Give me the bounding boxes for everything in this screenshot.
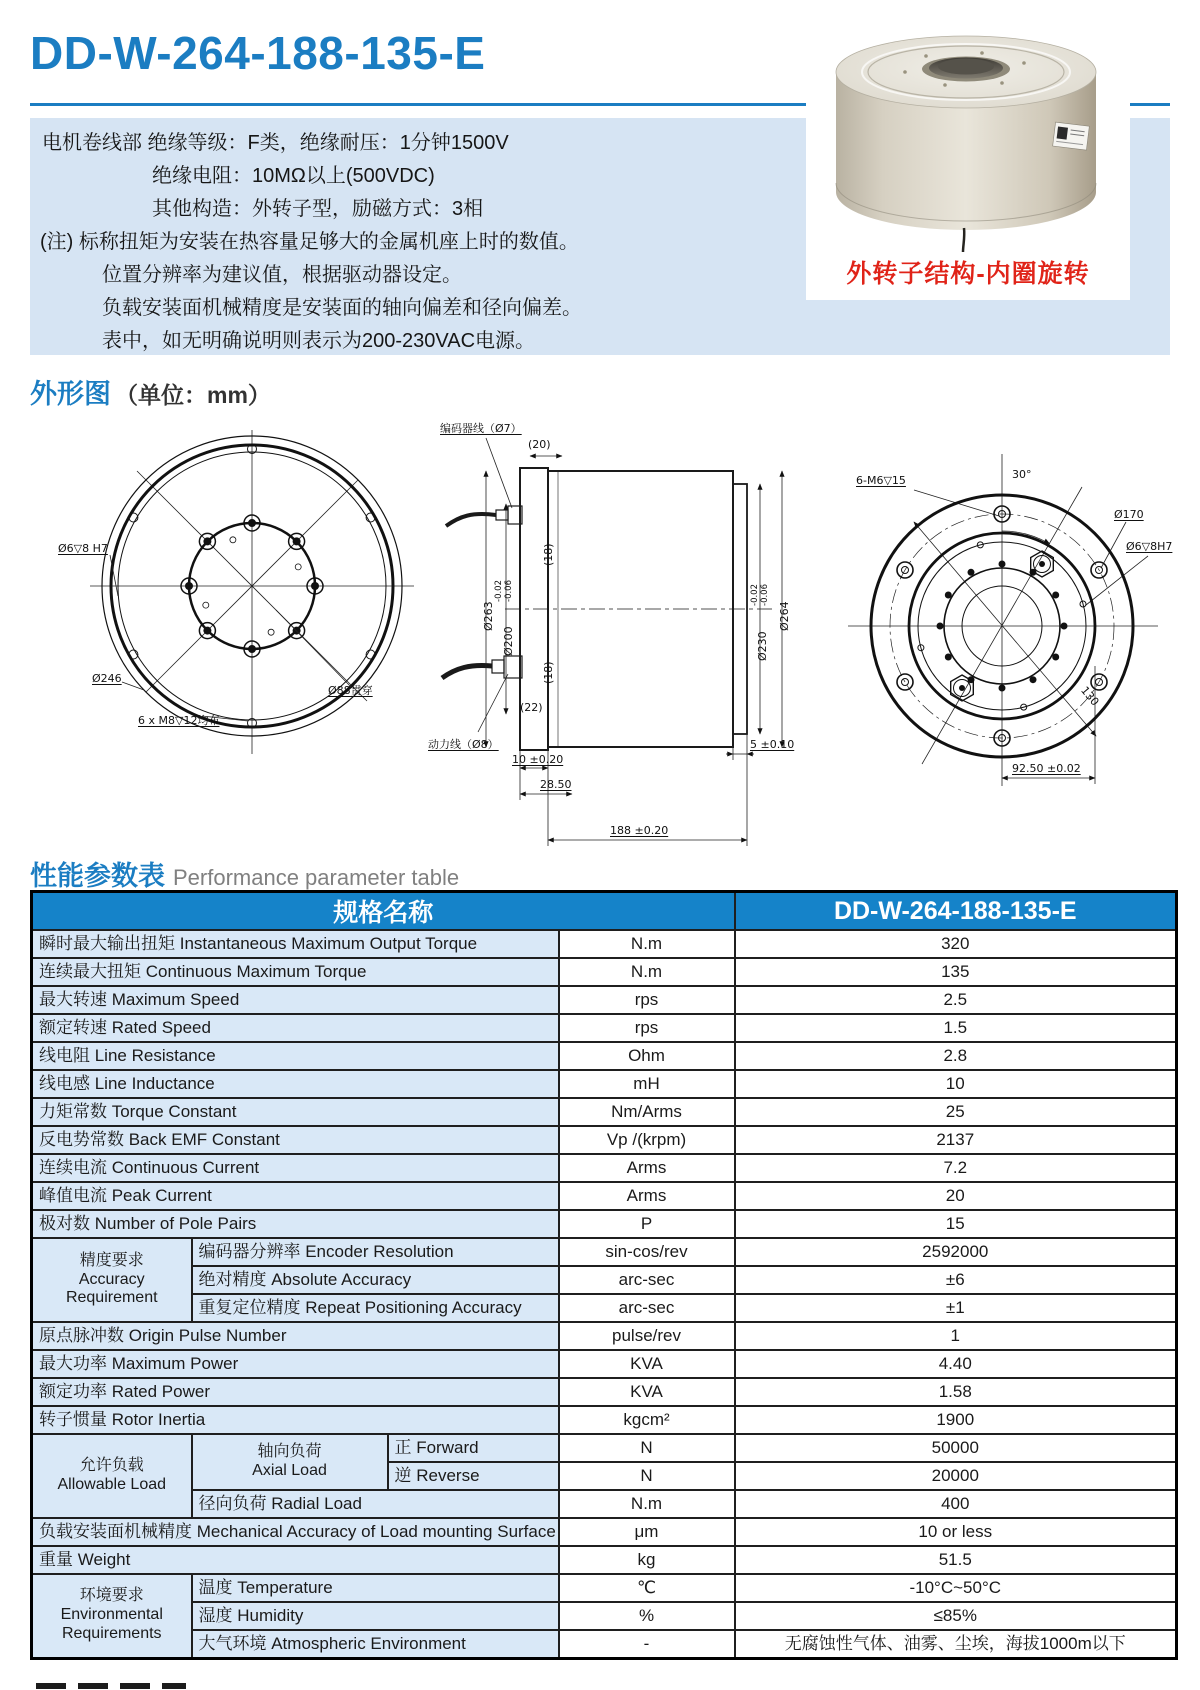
spec-unit: % [559, 1602, 735, 1630]
table-row [32, 1546, 1177, 1574]
dimension-label: 30° [1012, 468, 1032, 481]
spec-unit: kg [559, 1546, 735, 1574]
spec-unit: N [559, 1462, 735, 1490]
spec-value: 400 [735, 1490, 1177, 1518]
dimension-label: -0.02 [494, 580, 504, 602]
page-title: DD-W-264-188-135-E [30, 27, 486, 79]
dimension-label: 6-M6▽15 [856, 474, 906, 487]
spec-unit: rps [559, 1014, 735, 1042]
spec-label: 逆 Reverse [388, 1462, 559, 1490]
spec-label: 连续最大扭矩 Continuous Maximum Torque [32, 958, 559, 986]
table-row [32, 1294, 1177, 1322]
table-row [32, 1322, 1177, 1350]
spec-value: ≤85% [735, 1602, 1177, 1630]
info-line: 位置分辨率为建议值，根据驱动器设定。 [102, 264, 462, 286]
spec-value: ±6 [735, 1266, 1177, 1294]
dimension-label: Ø6▽8H7 [1126, 540, 1173, 553]
spec-value: 7.2 [735, 1154, 1177, 1182]
dimension-label: Ø200 [502, 626, 515, 656]
spec-unit: - [559, 1630, 735, 1658]
info-line: (注) 标称扭矩为安装在热容量足够大的金属机座上时的数值。 [40, 231, 579, 253]
spec-label: 反电势常数 Back EMF Constant [32, 1126, 559, 1154]
spec-value: 10 or less [735, 1518, 1177, 1546]
dimension-label: 5 ±0.10 [750, 738, 795, 751]
spec-unit: N.m [559, 930, 735, 958]
spec-value: 1900 [735, 1406, 1177, 1434]
spec-label: 额定功率 Rated Power [32, 1378, 559, 1406]
dimension-label: (18) [542, 543, 555, 566]
table-row [32, 1042, 1177, 1070]
table-row [32, 1490, 1177, 1518]
spec-label: 峰值电流 Peak Current [32, 1182, 559, 1210]
spec-unit: Ohm [559, 1042, 735, 1070]
dimension-label: 编码器线（Ø7） [440, 422, 522, 435]
info-line: 其他构造：外转子型，励磁方式：3相 [152, 198, 484, 220]
table-row [32, 958, 1177, 986]
header-spec-name: 规格名称 [32, 892, 735, 931]
motor-image [806, 0, 1130, 252]
spec-label: 线电感 Line Inductance [32, 1070, 559, 1098]
spec-unit: mH [559, 1070, 735, 1098]
spec-value: 2.8 [735, 1042, 1177, 1070]
spec-label: 大气环境 Atmospheric Environment [192, 1630, 559, 1658]
spec-unit: sin-cos/rev [559, 1238, 735, 1266]
spec-unit: arc-sec [559, 1294, 735, 1322]
performance-section-header [30, 854, 459, 893]
dimension-label: (22) [520, 701, 543, 714]
spec-label: 原点脉冲数 Origin Pulse Number [32, 1322, 559, 1350]
spec-label: 重复定位精度 Repeat Positioning Accuracy [192, 1294, 559, 1322]
table-header-row [32, 892, 1177, 931]
table-row [32, 1602, 1177, 1630]
spec-label: 线电阻 Line Resistance [32, 1042, 559, 1070]
spec-label: 额定转速 Rated Speed [32, 1014, 559, 1042]
dimension-label: Ø6▽8 H7 [58, 542, 108, 555]
table-row [32, 1238, 1177, 1266]
spec-unit: kgcm² [559, 1406, 735, 1434]
info-line: 绝缘电阻：10MΩ以上(500VDC) [152, 165, 435, 187]
dimension-label: Ø88贯穿 [328, 684, 373, 697]
dimension-label: 10 ±0.20 [512, 753, 564, 766]
dimension-label: 92.50 ±0.02 [1012, 762, 1081, 775]
spec-value: 20000 [735, 1462, 1177, 1490]
spec-value: 1 [735, 1322, 1177, 1350]
spec-value: 135 [735, 958, 1177, 986]
dimension-label: 6 x M8▽12均布 [138, 714, 220, 727]
table-row [32, 1630, 1177, 1658]
table-row [32, 1126, 1177, 1154]
table-row [32, 1014, 1177, 1042]
dimension-label: -0.06 [760, 584, 770, 606]
performance-title-en: Performance parameter table [173, 865, 460, 890]
spec-unit: pulse/rev [559, 1322, 735, 1350]
table-row [32, 1350, 1177, 1378]
spec-label: 力矩常数 Torque Constant [32, 1098, 559, 1126]
outline-unit-note: （单位：mm） [115, 382, 271, 408]
spec-value: 2137 [735, 1126, 1177, 1154]
performance-title-zh: 性能参数表 [30, 861, 165, 891]
spec-unit: N.m [559, 1490, 735, 1518]
spec-value: 50000 [735, 1434, 1177, 1462]
dimension-label: -0.02 [750, 584, 760, 606]
drawing-side-view [420, 416, 810, 856]
spec-label: 瞬时最大输出扭矩 Instantaneous Maximum Output Torque [32, 930, 559, 958]
dimension-label: 188 ±0.20 [610, 824, 669, 837]
spec-unit: μm [559, 1518, 735, 1546]
group-accuracy: 精度要求 Accuracy Requirement [32, 1238, 192, 1322]
next-page-cutoff [36, 1683, 186, 1689]
table-row [32, 1154, 1177, 1182]
table-row [32, 1210, 1177, 1238]
table-row [32, 1574, 1177, 1602]
spec-value: 15 [735, 1210, 1177, 1238]
spec-unit: arc-sec [559, 1266, 735, 1294]
dimension-label: Ø263 [482, 601, 495, 631]
spec-value: 2592000 [735, 1238, 1177, 1266]
dimension-label: (20) [528, 438, 551, 451]
dimension-label: Ø246 [92, 672, 122, 685]
spec-value: 25 [735, 1098, 1177, 1126]
dimension-label: Ø230 [756, 631, 769, 661]
spec-label: 湿度 Humidity [192, 1602, 559, 1630]
spec-label: 绝对精度 Absolute Accuracy [192, 1266, 559, 1294]
dimension-label: 28.50 [540, 778, 572, 791]
info-line: 表中，如无明确说明则表示为200-230VAC电源。 [102, 330, 536, 352]
spec-value: 1.5 [735, 1014, 1177, 1042]
spec-unit: Arms [559, 1182, 735, 1210]
spec-label: 温度 Temperature [192, 1574, 559, 1602]
table-row [32, 1518, 1177, 1546]
spec-unit: ℃ [559, 1574, 735, 1602]
spec-value: -10°C~50°C [735, 1574, 1177, 1602]
table-row [32, 1266, 1177, 1294]
spec-label: 极对数 Number of Pole Pairs [32, 1210, 559, 1238]
spec-table [30, 890, 1178, 1660]
spec-unit: Nm/Arms [559, 1098, 735, 1126]
spec-label: 径向负荷 Radial Load [192, 1490, 559, 1518]
spec-unit: Arms [559, 1154, 735, 1182]
spec-label: 最大转速 Maximum Speed [32, 986, 559, 1014]
table-row [32, 1378, 1177, 1406]
table-row [32, 1406, 1177, 1434]
table-row [32, 930, 1177, 958]
product-caption: 外转子结构-内圈旋转 [846, 260, 1090, 288]
drawing-back-view [796, 426, 1196, 798]
info-line: 负载安装面机械精度是安装面的轴向偏差和径向偏差。 [102, 297, 582, 319]
spec-label: 最大功率 Maximum Power [32, 1350, 559, 1378]
spec-label: 编码器分辨率 Encoder Resolution [192, 1238, 559, 1266]
dimension-label: (18) [542, 661, 555, 684]
outline-title: 外形图 [30, 379, 111, 409]
spec-label: 负载安装面机械精度 Mechanical Accuracy of Load mounting Surface [32, 1518, 559, 1546]
group-axial-load: 轴向负荷 Axial Load [192, 1434, 388, 1490]
table-row [32, 1070, 1177, 1098]
table-row [32, 986, 1177, 1014]
outline-section-header [30, 372, 271, 411]
spec-label: 重量 Weight [32, 1546, 559, 1574]
spec-value: 51.5 [735, 1546, 1177, 1574]
spec-unit: N.m [559, 958, 735, 986]
dimension-label: Ø264 [778, 601, 791, 631]
table-row [32, 1434, 1177, 1462]
header-model-name: DD-W-264-188-135-E [735, 892, 1177, 931]
group-environment: 环境要求 Environmental Requirements [32, 1574, 192, 1658]
spec-label: 转子惯量 Rotor Inertia [32, 1406, 559, 1434]
spec-value: 2.5 [735, 986, 1177, 1014]
spec-value: 320 [735, 930, 1177, 958]
info-line: 电机卷线部 绝缘等级：F类，绝缘耐压：1分钟1500V [42, 132, 509, 154]
spec-value: 4.40 [735, 1350, 1177, 1378]
spec-label: 连续电流 Continuous Current [32, 1154, 559, 1182]
dimension-label: 动力线（Ø8） [428, 738, 499, 751]
dimension-label: 130 [1078, 684, 1102, 709]
spec-value: ±1 [735, 1294, 1177, 1322]
spec-label: 正 Forward [388, 1434, 559, 1462]
drawing-front-view [52, 424, 424, 792]
table-row [32, 1098, 1177, 1126]
spec-value: 20 [735, 1182, 1177, 1210]
spec-unit: P [559, 1210, 735, 1238]
table-row [32, 1182, 1177, 1210]
spec-value: 无腐蚀性气体、油雾、尘埃，海拔1000m以下 [735, 1630, 1177, 1658]
dimension-label: -0.06 [504, 580, 514, 602]
dimension-label: Ø170 [1114, 508, 1144, 521]
spec-unit: N [559, 1434, 735, 1462]
spec-unit: KVA [559, 1378, 735, 1406]
spec-unit: Vp /(krpm) [559, 1126, 735, 1154]
product-photo [806, 0, 1130, 300]
spec-value: 10 [735, 1070, 1177, 1098]
spec-value: 1.58 [735, 1378, 1177, 1406]
spec-unit: rps [559, 986, 735, 1014]
group-allowable-load: 允许负载 Allowable Load [32, 1434, 192, 1518]
spec-unit: KVA [559, 1350, 735, 1378]
